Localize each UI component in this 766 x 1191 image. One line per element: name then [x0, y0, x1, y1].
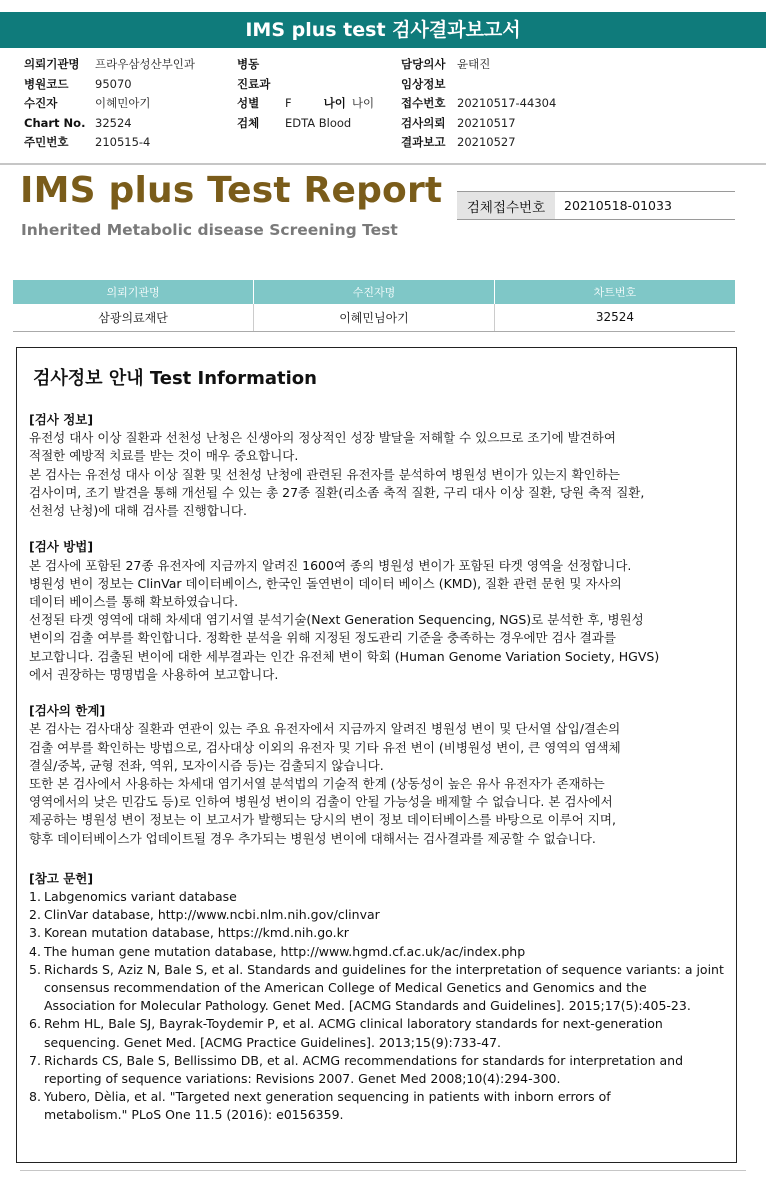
section-line: 본 검사는 유전성 대사 이상 질환 및 선천성 난청에 관련된 유전자를 분석하여 병원성 변이가 있는지 확인하는: [29, 466, 620, 482]
meta-row: [401, 114, 556, 134]
section-line: 병원성 변이 정보는 ClinVar 데이터베이스, 한국인 돌연변이 데이터 베이스 (KMD), 질환 관련 문헌 및 자사의: [29, 575, 622, 591]
meta-value: 프라우삼성산부인과: [95, 57, 195, 71]
meta-key: 진료과: [237, 76, 271, 91]
reference-line: consensus recommendation of the American College of Medical Genetics and Genomics and the: [44, 980, 647, 996]
meta-row: [401, 133, 556, 153]
reference-number: 7.: [29, 1052, 41, 1068]
meta-key: 병원코드: [24, 76, 69, 91]
meta-value: 이혜민아기: [95, 96, 151, 111]
meta-key: 담당의사: [401, 57, 446, 71]
reference-line: Korean mutation database, https://kmd.nih.go.kr: [44, 925, 349, 941]
meta-key: 주민번호: [24, 135, 69, 150]
reference-line: Richards CS, Bale S, Bellissimo DB, et al. ACMG recommendations for standards for interpretation and: [44, 1052, 684, 1068]
report-header-bar: [0, 12, 766, 48]
test-information-title: 검사정보 안내 Test Information: [33, 368, 317, 389]
meta-key: 검사의뢰: [401, 115, 446, 130]
list-item: [29, 1015, 729, 1051]
meta-row: [237, 114, 374, 134]
patient-meta-col1: [24, 55, 195, 153]
section-line: 유전성 대사 이상 질환과 선천성 난청은 신생아의 정상적인 성장 발달을 저해할 수 있으므로 조기에 발견하여: [29, 430, 616, 446]
specimen-number-box: [457, 191, 735, 220]
meta-row: [24, 55, 195, 75]
section-heading: [참고 문헌]: [29, 870, 94, 886]
meta-row: [237, 75, 374, 95]
meta-value: F: [285, 96, 292, 111]
meta-row: [24, 75, 195, 95]
report-title: IMS plus Test Report: [20, 170, 443, 211]
list-item: [29, 906, 729, 924]
meta-value: 20210527: [457, 135, 516, 150]
meta-row: [401, 94, 556, 114]
reference-line: Labgenomics variant database: [44, 889, 237, 905]
reference-number: 3.: [29, 925, 41, 941]
specimen-number-value: 20210518-01033: [564, 198, 672, 213]
specimen-number-label: 검체접수번호: [457, 192, 555, 219]
reference-line: reporting of sequence variations: Revisions 2007. Genet Med 2008;10(4):294-300.: [44, 1071, 561, 1087]
meta-value: 20210517: [457, 115, 516, 130]
reference-number: 5.: [29, 961, 41, 977]
section-line: 본 검사에 포함된 27종 유전자에 지금까지 알려진 1600여 종의 병원성 변이가 포함된 타겟 영역을 선정합니다.: [29, 557, 632, 573]
age-value: 나이: [351, 96, 375, 111]
section-line: 보고합니다. 검출된 변이에 대한 세부결과는 인간 유전체 변이 학회 (Human Genome Variation Society, HGVS): [29, 648, 660, 664]
reference-text: [44, 888, 729, 906]
meta-key: 임상정보: [401, 76, 446, 91]
reference-line: sequencing. Genet Med. [ACMG Practice Guidelines]. 2013;15(9):733-47.: [44, 1034, 502, 1050]
meta-value: 210515-4: [95, 135, 151, 150]
section-line: 향후 데이터베이스가 업데이트될 경우 추가되는 병원성 변이에 대해서는 검사결과를 제공할 수 없습니다.: [29, 830, 596, 846]
table-cell: 삼광의료재단: [13, 304, 254, 331]
meta-row: [24, 114, 195, 134]
table-header-row: [13, 280, 735, 304]
reference-line: ClinVar database, http://www.ncbi.nlm.nih.gov/clinvar: [44, 907, 380, 923]
reference-text: [44, 906, 729, 924]
table-header-cell: 의뢰기관명: [13, 280, 254, 304]
meta-value: 윤태진: [457, 57, 491, 71]
meta-key: Chart No.: [24, 115, 86, 130]
section-heading: [검사 방법]: [29, 539, 94, 555]
reference-text: [44, 924, 729, 942]
reference-line: Richards S, Aziz N, Bale S, et al. Standards and guidelines for the interpretation of sequence variants: a joint: [44, 961, 724, 977]
section-line: 데이터 베이스를 통해 확보하였습니다.: [29, 594, 239, 610]
meta-value: 95070: [95, 76, 132, 91]
table-cell: 32524: [494, 304, 735, 331]
table-cell: 이혜민님아기: [254, 304, 495, 331]
reference-text: [44, 1052, 729, 1088]
section-line: 검사이며, 조기 발견을 통해 개선될 수 있는 총 27종 질환(리소좀 축적 질환, 구리 대사 이상 질환, 당원 축적 질환,: [29, 484, 645, 500]
list-item: [29, 943, 729, 961]
list-item: [29, 961, 729, 1016]
divider: [20, 1170, 746, 1171]
section-heading: [검사의 한계]: [29, 703, 106, 719]
meta-key: 접수번호: [401, 96, 446, 111]
patient-meta-col2: [237, 55, 374, 133]
section-line: 영역에서의 낮은 민감도 등)로 인하여 병원성 변이의 검출이 안될 가능성을 배제할 수 없습니다. 본 검사에서: [29, 794, 613, 810]
reference-text: [44, 943, 729, 961]
reference-line: Rehm HL, Bale SJ, Bayrak-Toydemir P, et al. ACMG clinical laboratory standards for next-generation: [44, 1016, 663, 1032]
reference-number: 6.: [29, 1016, 41, 1032]
meta-key: 성별: [237, 96, 260, 111]
section-line: 본 검사는 검사대상 질환과 연관이 있는 주요 유전자에서 지금까지 알려진 병원성 변이 및 단서열 삽입/결손의: [29, 721, 621, 737]
meta-row: [401, 75, 556, 95]
section-heading: [검사 정보]: [29, 412, 94, 427]
reference-number: 1.: [29, 889, 41, 905]
meta-row: [401, 55, 556, 75]
section-line: 결실/중복, 균형 전좌, 역위, 모자이시즘 등)는 검출되지 않습니다.: [29, 757, 384, 773]
reference-line: The human gene mutation database, http://www.hgmd.cf.ac.uk/ac/index.php: [44, 943, 526, 959]
reference-number: 8.: [29, 1089, 41, 1105]
reference-line: metabolism." PLoS One 11.5 (2016): e0156359.: [44, 1107, 344, 1123]
meta-row: [24, 133, 195, 153]
section-line: 선천성 난청)에 대해 검사를 진행합니다.: [29, 503, 247, 519]
meta-key: 수진자: [24, 96, 58, 111]
section-line: 검출 여부를 확인하는 방법으로, 검사대상 이외의 유전자 및 기타 유전 변이 (비병원성 변이, 큰 영역의 염색체: [29, 739, 621, 755]
table-row: [13, 304, 735, 331]
table-header-cell: 수진자명: [254, 280, 495, 304]
reference-text: [44, 1088, 729, 1124]
section-line: 제공하는 병원성 변이 정보는 이 보고서가 발행되는 당시의 변이 정보 데이터베이스를 바탕으로 이루어 지며,: [29, 812, 616, 828]
section-line: 또한 본 검사에서 사용하는 차세대 염기서열 분석법의 기술적 한계 (상동성이 높은 유사 유전자가 존재하는: [29, 776, 605, 792]
section-line: 에서 권장하는 명명법을 사용하여 보고합니다.: [29, 666, 279, 682]
meta-value: EDTA Blood: [285, 115, 352, 130]
meta-value: 32524: [95, 115, 132, 130]
patient-meta-col3: [401, 55, 556, 153]
meta-value: 20210517-44304: [457, 96, 557, 111]
list-item: [29, 1052, 729, 1088]
test-information-content: [29, 411, 729, 1125]
reference-line: Yubero, Dèlia, et al. "Targeted next generation sequencing in patients with inborn errors of: [44, 1089, 611, 1105]
meta-row: [24, 94, 195, 114]
reference-number: 4.: [29, 943, 41, 959]
section-line: 변이의 검출 여부를 확인합니다. 정확한 분석을 위해 지정된 정도관리 기준을 충족하는 경우에만 검사 결과를: [29, 630, 616, 646]
meta-key: 의뢰기관명: [24, 57, 80, 71]
section-line: 적절한 예방적 치료를 받는 것이 매우 중요합니다.: [29, 448, 299, 464]
meta-key: 병동: [237, 57, 260, 71]
reference-text: [44, 961, 729, 1016]
meta-key: 결과보고: [401, 135, 446, 150]
list-item: [29, 888, 729, 906]
divider: [0, 163, 766, 165]
table-header-cell: 차트번호: [494, 280, 735, 304]
reference-number: 2.: [29, 907, 41, 923]
report-subtitle: Inherited Metabolic disease Screening Test: [21, 221, 398, 239]
reference-line: Association for Molecular Pathology. Genet Med. [ACMG Standards and Guidelines]. 2015;17(5):405-23.: [44, 998, 691, 1014]
report-header-title: IMS plus test 검사결과보고서: [245, 19, 521, 41]
meta-row: [237, 55, 374, 75]
age-key: 나이: [323, 96, 346, 111]
test-information-box: [16, 347, 737, 1163]
section-line: 선정된 타겟 영역에 대해 차세대 염기서열 분석기술(Next Generation Sequencing, NGS)로 분석한 후, 병원성: [29, 612, 644, 628]
meta-row: [237, 94, 374, 114]
reference-list: [29, 888, 729, 1125]
meta-key: 검체: [237, 115, 260, 130]
list-item: [29, 1088, 729, 1124]
patient-info-table: [13, 280, 735, 332]
list-item: [29, 924, 729, 942]
reference-text: [44, 1015, 729, 1051]
